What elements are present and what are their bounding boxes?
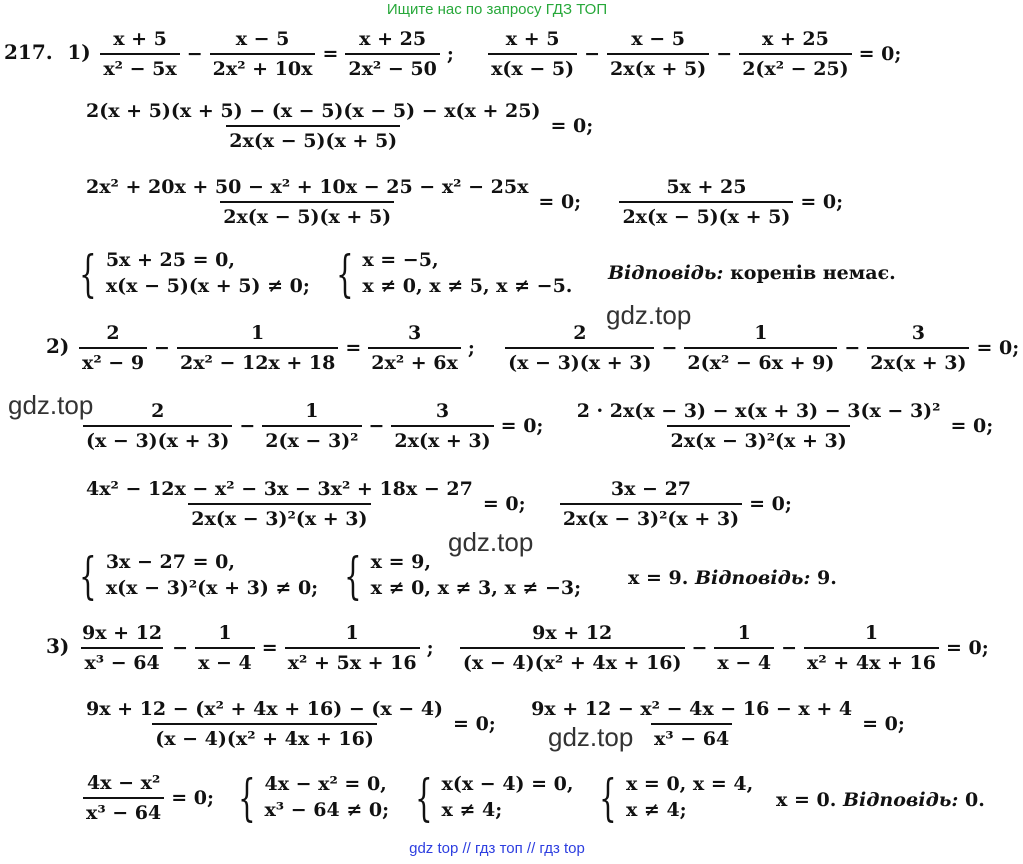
denominator: 2x² + 10x [210,53,316,80]
p2-line3 [80,478,796,530]
operator: = 0; [550,115,594,137]
operator: − [716,43,733,65]
system-line: x = 0, x = 4, [625,773,754,796]
equation-system [592,769,754,827]
denominator: x² − 9 [79,347,147,374]
denominator: (x − 3)(x + 3) [83,425,232,452]
p2-line2 [80,400,997,452]
numerator: 2 [151,400,165,422]
numerator: 2 [106,322,120,344]
watermark: gdz.top [448,527,534,557]
numerator: 9x + 12 − (x² + 4x + 16) − (x − 4) [86,698,444,720]
fraction [560,478,742,530]
operator: − [172,637,189,659]
denominator: x(x − 5) [488,53,577,80]
p2-line1 [46,322,1023,374]
system-brace: { [79,546,97,605]
system-brace: { [335,244,354,303]
denominator: x² + 4x + 16 [804,647,939,674]
operator: ; [426,637,434,659]
operator: = 0; [950,415,994,437]
top-banner[interactable]: Ищите нас по запросу ГДЗ ТОП [386,1,608,18]
p3-line2 [80,698,909,750]
fraction [804,622,939,674]
fraction [714,622,774,674]
fraction [83,478,476,530]
fraction [619,176,793,228]
numerator: 1 [305,400,319,422]
system-brace: { [343,546,362,605]
system-brace: { [414,769,433,827]
denominator: 2x² − 50 [345,53,439,80]
numerator: 2 · 2x(x − 3) − x(x + 3) − 3(x − 3)² [576,400,941,422]
system-line: x ≠ 0, x ≠ 5, x ≠ −5. [362,274,573,297]
problem-number: 217. [4,40,53,64]
fraction [100,28,179,80]
operator: = 0; [945,637,989,659]
denominator: 2x(x − 3)²(x + 3) [667,425,849,452]
fraction [391,400,493,452]
numerator: 1 [737,622,751,644]
numerator: 1 [864,622,879,644]
fraction [83,100,543,152]
numerator: 1 [251,322,265,344]
numerator: 9x + 12 [82,622,163,644]
operator: − [584,43,601,65]
p3-line3 [80,769,759,827]
system-line: 4x − x² = 0, [264,773,387,796]
denominator: (x − 4)(x² + 4x + 16) [460,647,685,674]
system-line: x ≠ 0, x ≠ 3, x ≠ −3; [370,576,582,599]
numerator: x + 5 [505,28,560,50]
fraction [867,322,969,374]
operator: ; [467,337,475,359]
fraction [83,176,531,228]
system-line: x ≠ 4; [441,799,503,821]
operator: = [322,43,339,65]
numerator: 9x + 12 [532,622,613,644]
denominator: 2x(x − 3)²(x + 3) [560,503,742,530]
numerator: x − 5 [631,28,685,50]
numerator: 4x² − 12x − x² − 3x − 3x² + 18x − 27 [86,478,473,500]
p1-line4 [66,244,578,303]
fraction [368,322,461,374]
numerator: 4x − x² [86,772,161,794]
numerator: 3 [407,322,422,344]
system-line: x³ − 64 ≠ 0; [264,799,390,821]
system-line: x = −5, [362,249,439,271]
fraction [607,28,709,80]
watermark: gdz.top [606,300,692,330]
denominator: x − 4 [195,647,255,674]
operator: − [691,637,708,659]
numerator: x + 25 [761,28,829,50]
denominator: x² − 5x [100,53,179,80]
equation-system [408,769,574,827]
fraction [195,622,255,674]
operator: = 0; [171,787,215,809]
denominator: x³ − 64 [83,797,164,824]
fraction [79,322,147,374]
p1-line3 [80,176,847,228]
fraction [460,622,685,674]
fraction [739,28,851,80]
denominator: 2x(x + 3) [867,347,969,374]
denominator: 2x(x + 5) [607,53,709,80]
watermark: gdz.top [8,390,94,420]
fraction [83,698,446,750]
part-label: 2) [46,334,70,358]
fraction [210,28,316,80]
operator: − [368,415,385,437]
p3-line1 [46,622,993,674]
operator: = 0; [858,43,902,65]
operator: = [261,637,278,659]
p1-line1 [4,28,905,80]
operator: − [661,337,678,359]
operator: = 0; [500,415,544,437]
operator: − [844,337,861,359]
numerator: 3 [911,322,925,344]
fraction [262,400,361,452]
p2-line4 [66,546,587,605]
denominator: x² + 5x + 16 [285,647,420,674]
numerator: 2 [573,322,587,344]
system-line: 5x + 25 = 0, [105,249,235,271]
numerator: 2(x + 5)(x + 5) − (x − 5)(x − 5) − x(x + 25) [86,100,541,122]
fraction [345,28,439,80]
footer-links[interactable]: gdz top // гдз топ // гдз top [409,840,585,857]
equation-system [72,244,310,303]
numerator: 3x − 27 [610,478,692,500]
numerator: x − 5 [235,28,290,50]
operator: = 0; [976,337,1020,359]
numerator: 2x² + 20x + 50 − x² + 10x − 25 − x² − 25x [86,176,529,198]
operator: − [154,337,170,359]
equation-system [231,769,390,827]
operator: = 0; [538,191,582,213]
p2-answer: x = 9. Відповідь: 9. [628,567,837,589]
fraction [285,622,420,674]
fraction [528,698,855,750]
denominator: 2x² + 6x [368,347,461,374]
fraction [177,322,338,374]
denominator: 2(x − 3)² [262,425,361,452]
equation-system [329,244,573,303]
operator: = 0; [800,191,844,213]
operator: = 0; [749,493,792,515]
system-brace: { [237,769,256,827]
numerator: 1 [345,622,359,644]
system-line: x(x − 3)²(x + 3) ≠ 0; [105,576,319,599]
part-label: 3) [46,634,70,658]
fraction [83,400,232,452]
system-line: x(x − 4) = 0, [441,773,574,796]
fraction [79,622,165,674]
equation-system [337,546,582,605]
system-line: x ≠ 4; [625,799,687,821]
fraction [488,28,577,80]
operator: = 0; [453,713,496,735]
denominator: (x − 3)(x + 3) [505,347,654,374]
numerator: 1 [218,622,232,644]
denominator: 2x(x − 5)(x + 5) [226,125,400,152]
system-line: x(x − 5)(x + 5) ≠ 0; [105,274,310,297]
numerator: 1 [754,322,768,344]
denominator: x − 4 [714,647,774,674]
denominator: 2x(x − 5)(x + 5) [619,201,793,228]
denominator: x³ − 64 [651,723,732,750]
fraction [83,772,164,824]
numerator: x + 5 [113,28,167,50]
denominator: 2(x² − 6x + 9) [684,347,837,374]
fraction [574,400,944,452]
numerator: 5x + 25 [666,176,747,198]
denominator: x³ − 64 [81,647,162,674]
operator: = [345,337,362,359]
denominator: 2x(x + 3) [391,425,493,452]
denominator: 2x(x − 5)(x + 5) [220,201,394,228]
operator: ; [446,43,454,65]
operator: − [239,415,256,437]
operator: − [186,43,203,65]
numerator: 3 [435,400,450,422]
numerator: x + 25 [359,28,427,50]
fraction [505,322,654,374]
p3-answer: x = 0. Відповідь: 0. [776,789,985,811]
p1-answer: Відповідь: коренів немає. [608,262,896,284]
fraction [684,322,837,374]
system-brace: { [599,769,617,827]
system-brace: { [79,244,97,303]
operator: − [781,637,798,659]
system-line: x = 9, [370,551,431,573]
denominator: 2x² − 12x + 18 [177,347,338,374]
operator: = 0; [862,713,905,735]
equation-system [72,546,319,605]
system-line: 3x − 27 = 0, [105,551,235,573]
denominator: (x − 4)(x² + 4x + 16) [152,723,377,750]
p1-line2 [80,100,597,152]
denominator: 2x(x − 3)²(x + 3) [188,503,370,530]
denominator: 2(x² − 25) [739,53,851,80]
part-label: 1) [67,40,91,64]
watermark: gdz.top [548,722,634,752]
numerator: 9x + 12 − x² − 4x − 16 − x + 4 [531,698,853,720]
operator: = 0; [482,493,526,515]
